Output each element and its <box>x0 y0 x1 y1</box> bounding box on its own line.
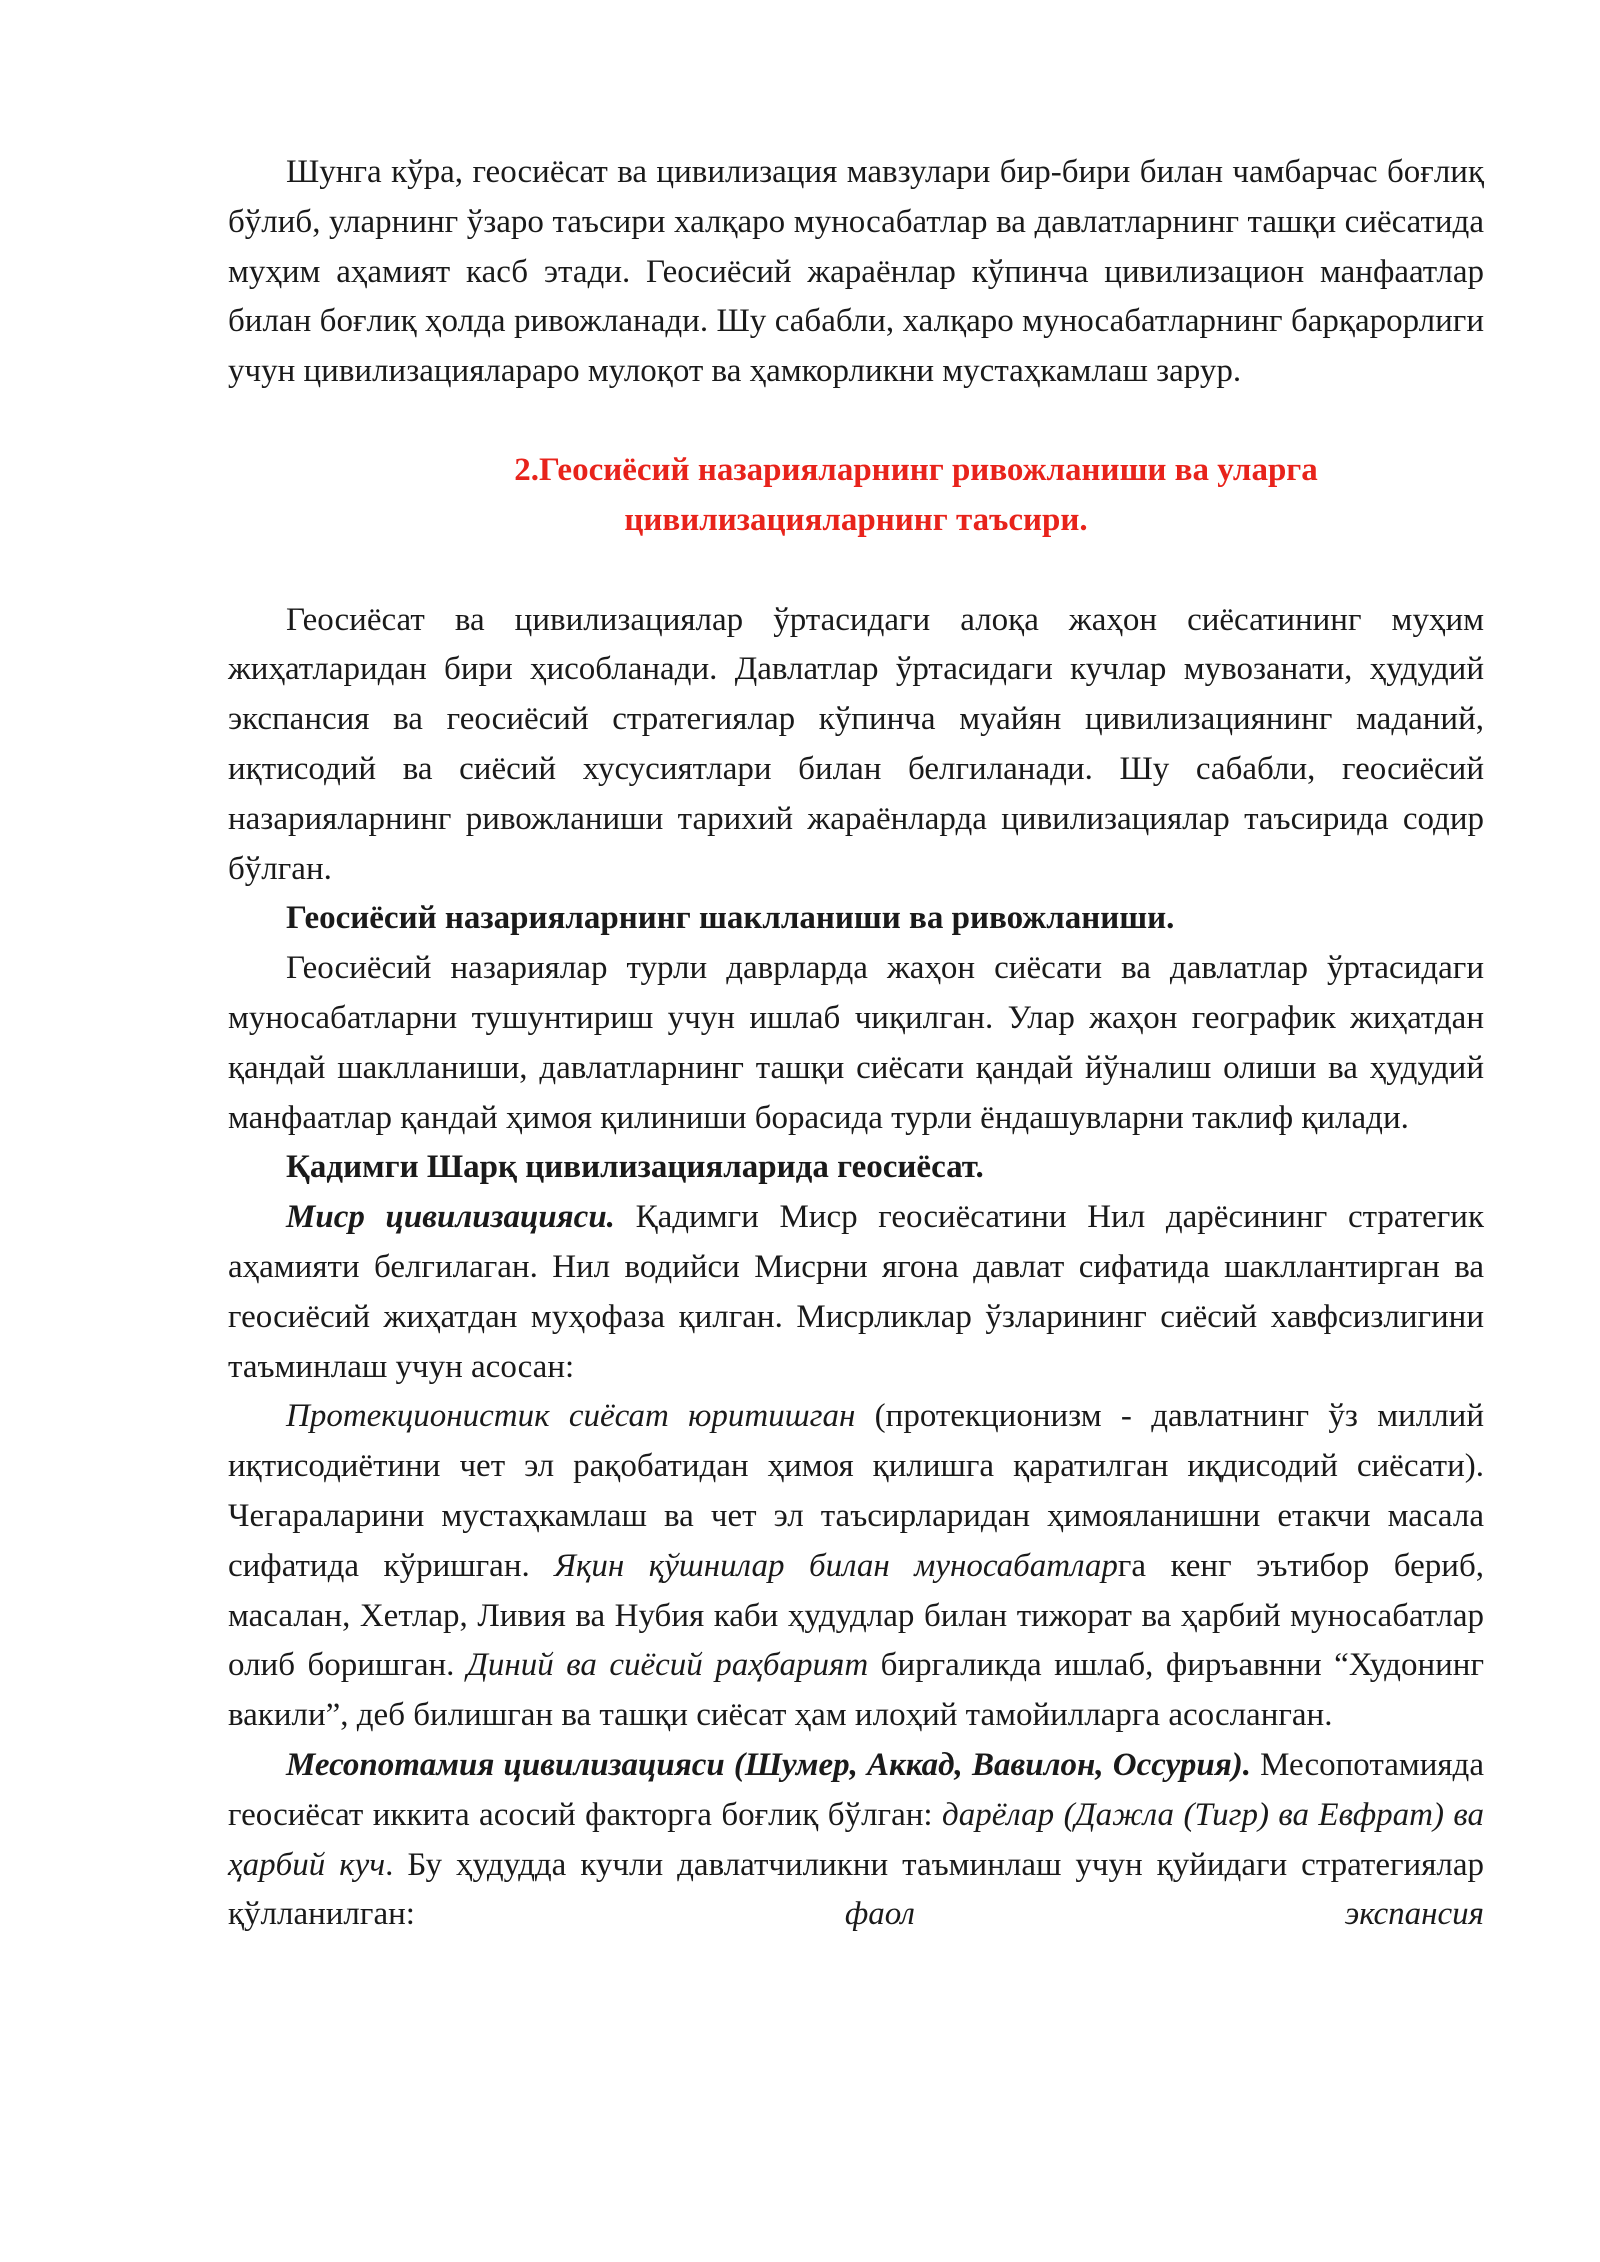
protectionism-italic-3: Диний ва сиёсий раҳбарият <box>466 1647 869 1684</box>
subheading-ancient-east: Қадимги Шарқ цивилизацияларида геосиёсат. <box>286 1149 984 1186</box>
paragraph-egypt <box>228 1193 1484 1392</box>
mesopotamia-italic-1: дарёлар (Дажла (Тигр) ва Евфрат) ва ҳарбий куч <box>228 1796 1484 1883</box>
paragraph-protectionism <box>228 1392 1484 1741</box>
paragraph-theories: Геосиёсий назариялар турли даврларда жаҳон сиёсати ва давлатлар ўртасидаги муносабатларни тушунтириш учун ишлаб чиқилган. Улар жаҳон географик жиҳатдан қандай шаклланиши, давлатларнинг ташқи сиёсати қандай йўналиш олиши ва ҳудудий манфаатлар қандай ҳимоя қилиниши борасида турли ёндашувларни таклиф қилади. <box>228 950 1484 1136</box>
paragraph-mesopotamia <box>228 1741 1484 1940</box>
mesopotamia-text-1: Месопотамияда геосиёсат иккита асосий факторга боғлиқ бўлган: <box>228 1746 1484 1833</box>
document-page <box>228 148 1484 1940</box>
protectionism-italic-2: Яқин қўшнилар билан муносабатлар <box>554 1547 1118 1584</box>
mesopotamia-italic-2: фаол экспансия <box>844 1896 1484 1933</box>
paragraph-geopolitics-civilizations: Геосиёсат ва цивилизациялар ўртасидаги алоқа жаҳон сиёсатининг муҳим жиҳатларидан бири ҳисобланади. Давлатлар ўртасидаги кучлар мувозанати, ҳудудий экспансия ва геосиёсий стратегиялар кўпинча муайян цивилизациянинг маданий, иқтисодий ва сиёсий хусусиятлари билан белгиланади. Шу сабабли, геосиёсий назарияларнинг ривожланиши тарихий жараёнларда цивилизациялар таъсирида содир бўлган. <box>228 601 1484 887</box>
protectionism-text-2: га кенг эътибор бериб, масалан, Хетлар, Ливия ва Нубия каби ҳудудлар билан тижорат ва ҳарбий муносабатлар олиб боришган. <box>228 1547 1484 1684</box>
spacer <box>228 546 1484 596</box>
egypt-lead: Миср цивилизацияси. <box>286 1199 615 1236</box>
mesopotamia-lead: Месопотамия цивилизацияси (Шумер, Аккад, Вавилон, Оссурия). <box>286 1746 1251 1783</box>
protectionism-text-3: биргаликда ишлаб, фиръавнни “Худонинг вакили”, деб билишган ва ташқи сиёсат ҳам илоҳий тамойилларга асосланган. <box>228 1647 1484 1734</box>
protectionism-text-1: (протекционизм - давлатнинг ўз миллий иқтисодиётини чет эл рақобатидан ҳимоя қилишга қаратилган иқдисодий сиёсати). Чегараларини мустаҳкамлаш ва чет эл таъсирларидан ҳимояланишни етакчи масала сифатида кўришган. <box>228 1398 1484 1584</box>
protectionism-italic-1: Протекционистик сиёсат юритишган <box>286 1398 856 1435</box>
paragraph-intro: Шунга кўра, геосиёсат ва цивилизация мавзулари бир-бири билан чамбарчас боғлиқ бўлиб, уларнинг ўзаро таъсири халқаро муносабатлар ва давлатларнинг ташқи сиёсатида муҳим аҳамият касб этади. Геосиёсий жараёнлар кўпинча цивилизацион манфаатлар билан боғлиқ ҳолда ривожланади. Шу сабабли, халқаро муносабатларнинг барқарорлиги учун цивилизациялараро мулоқот ва ҳамкорликни мустаҳкамлаш зарур. <box>228 154 1484 390</box>
section-heading-line-1: 2.Геосиёсий назарияларнинг ривожланиши ва уларга <box>514 451 1318 488</box>
subheading-theories-formation: Геосиёсий назарияларнинг шаклланиши ва ривожланиши. <box>286 900 1175 937</box>
section-heading-line-2: цивилизацияларнинг таъсири. <box>624 501 1088 538</box>
section-heading <box>228 446 1484 546</box>
spacer <box>228 397 1484 446</box>
mesopotamia-text-2: . Бу ҳудудда кучли давлатчиликни таъминлаш учун қуйидаги стратегиялар қўлланилган: <box>228 1846 1484 1933</box>
egypt-text: Қадимги Миср геосиёсатини Нил дарёсининг стратегик аҳамияти белгилаган. Нил водийси Мисрни ягона давлат сифатида шакллантирган ва геосиёсий жиҳатдан муҳофаза қилган. Мисрликлар ўзларининг сиёсий хавфсизлигини таъминлаш учун асосан: <box>228 1199 1484 1385</box>
